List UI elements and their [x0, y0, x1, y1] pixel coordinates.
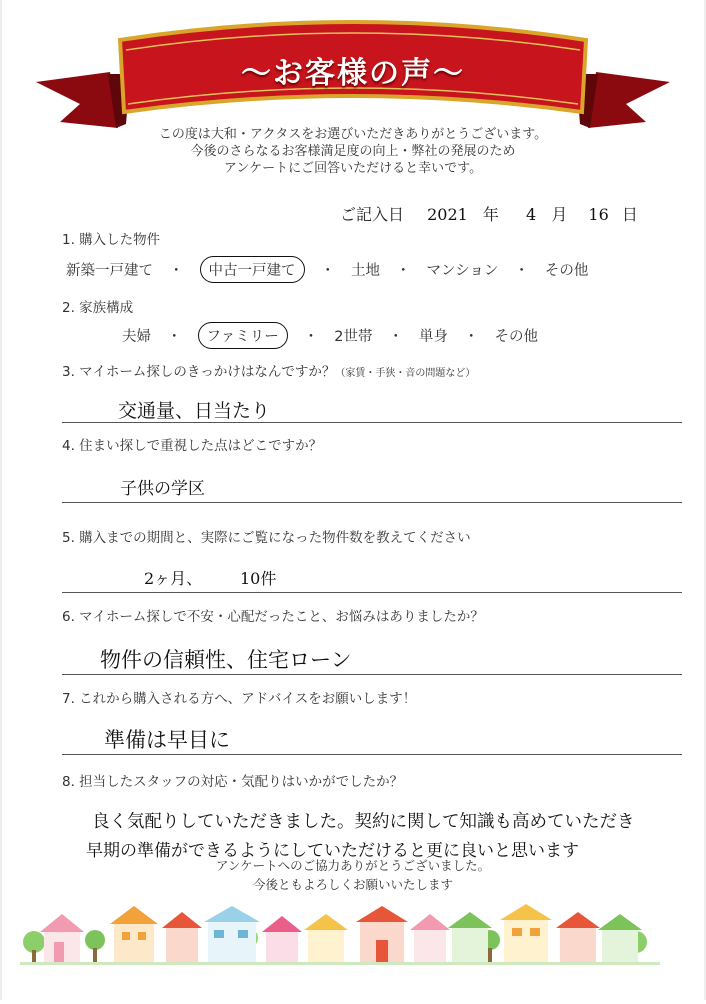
entry-date: [340, 202, 638, 225]
date-day: 16: [588, 205, 609, 224]
answer-line: [62, 592, 682, 593]
intro-line: この度は大和・アクタスをお選びいただきありがとうございます。: [158, 127, 548, 142]
q1-option: マンション: [426, 263, 499, 279]
q1-options: 新築一戸建て ・ 中古一戸建て ・ 土地 ・ マンション ・ その他: [66, 256, 588, 283]
date-label: ご記入日: [340, 205, 405, 224]
q2-option: 単身: [418, 329, 448, 345]
q2-option: 2世帯: [334, 329, 373, 345]
answer-line: [62, 422, 682, 423]
question-7: 7. これから購入される方へ、アドバイスをお願いします！: [62, 691, 417, 707]
intro-line: 今後のさらなるお客様満足度の向上・弊社の発展のため: [190, 144, 516, 159]
q1-option: その他: [544, 263, 589, 279]
question-5: 5. 購入までの期間と、実際にご覧になった物件数を教えてください: [62, 530, 471, 546]
answer-5-period: 2ヶ月、: [144, 569, 203, 588]
page-title: 〜お客様の声〜: [241, 56, 465, 91]
answer-line: [62, 674, 682, 675]
date-year-unit: 年: [482, 205, 499, 224]
q2-option: 夫婦: [122, 329, 151, 345]
answer-5-count: 10件: [240, 569, 277, 588]
question-8: 8. 担当したスタッフの対応・気配りはいかがでしたか？: [62, 774, 404, 790]
q2-options: 夫婦 ・ ファミリー ・ 2世帯 ・ 単身 ・ その他: [122, 322, 538, 349]
q1-option: 土地: [351, 263, 380, 279]
question-1: 1. 購入した物件: [62, 232, 161, 248]
houses-illustration: [0, 900, 706, 1000]
intro-line: アンケートにご回答いただけると幸いです。: [223, 161, 483, 176]
closing-message: [0, 856, 706, 894]
question-3-note: （家賃・手狭・音の問題など）: [335, 368, 476, 379]
question-6: 6. マイホーム探しで不安・心配だったこと、お悩みはありましたか？: [62, 609, 484, 625]
date-month: 4: [526, 205, 537, 224]
q1-option-selected: 中古一戸建て: [200, 256, 305, 283]
answer-6: 物件の信頼性、住宅ローン: [100, 648, 352, 672]
date-day-unit: 日: [621, 205, 638, 224]
answer-4: 子供の学区: [120, 479, 205, 499]
question-4: 4. 住まい探しで重視した点はどこですか？: [62, 438, 323, 454]
question-3: [62, 360, 475, 380]
answer-8-line-2: 早期の準備ができるようにしていただけると更に良いと思います: [86, 841, 579, 861]
intro-text: [0, 126, 706, 177]
answer-line: [62, 754, 682, 755]
q2-option-selected: ファミリー: [198, 322, 288, 349]
q1-option: 新築一戸建て: [66, 263, 153, 279]
answer-7: 準備は早目に: [104, 728, 230, 752]
houses-graphic: [0, 900, 706, 1000]
question-2: 2. 家族構成: [62, 300, 134, 316]
date-month-unit: 月: [551, 205, 568, 224]
answer-8-line-1: 良く気配りしていただきました。契約に関して知識も高めていただき: [92, 812, 635, 832]
closing-line: アンケートへのご協力ありがとうございました。: [215, 858, 491, 873]
answer-line: [62, 502, 682, 503]
closing-line: 今後ともよろしくお願いいたします: [252, 877, 453, 892]
q2-option: その他: [494, 329, 538, 345]
question-3-title: 3. マイホーム探しのきっかけはなんですか？: [62, 364, 336, 380]
date-year: 2021: [427, 205, 468, 224]
answer-3: 交通量、日当たり: [118, 400, 271, 422]
